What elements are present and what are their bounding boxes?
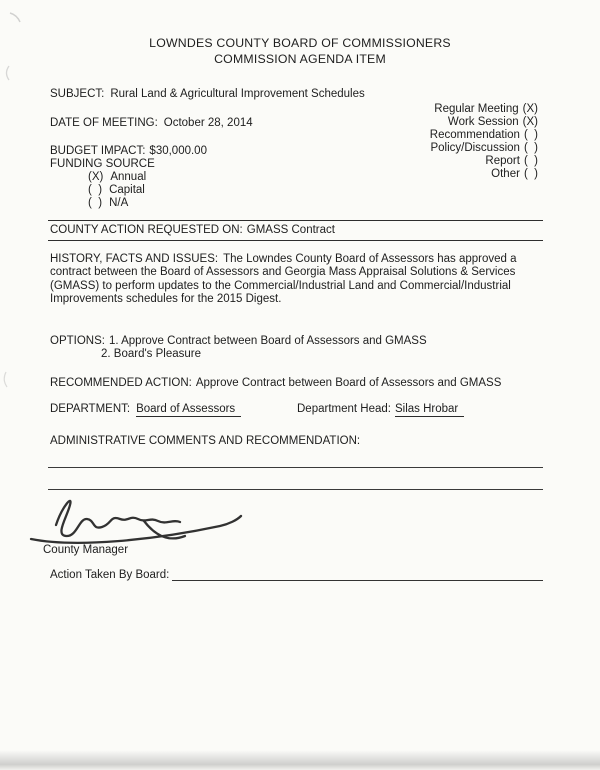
history-text: The Lowndes County Board of Assessors has approved a contract between the Board of Assessors and Georgia Mass Appraisal Solutions & Services (GMASS) to perform updates to the Commercial/Industrial Land and Commercial/Industrial Improvements schedules for the 2015 Digest. xyxy=(50,253,517,305)
meeting-type-mark: (X) xyxy=(522,103,538,115)
signature-ink-icon xyxy=(26,489,246,551)
county-manager-title: County Manager xyxy=(43,544,129,556)
funding-option-label: Annual xyxy=(110,171,147,183)
action-taken-label: Action Taken By Board: xyxy=(50,569,170,581)
funding-option-mark: (X) xyxy=(88,171,104,183)
action-taken-row xyxy=(50,569,543,581)
date-label: DATE OF MEETING: xyxy=(50,117,158,129)
meeting-type-mark: ( ) xyxy=(523,129,538,141)
department-label: DEPARTMENT: xyxy=(50,403,131,415)
recommended-action-row xyxy=(50,377,501,389)
recommended-action-label: RECOMMENDED ACTION: xyxy=(50,377,192,389)
funding-option-row xyxy=(88,171,146,184)
options-row xyxy=(50,335,427,347)
funding-option-label: Capital xyxy=(109,184,145,196)
meeting-type-label: Regular Meeting xyxy=(434,103,519,115)
meeting-type-mark: ( ) xyxy=(523,155,538,167)
subject-label: SUBJECT: xyxy=(50,88,105,100)
department-row xyxy=(50,403,548,419)
meeting-type-row xyxy=(430,116,538,129)
action-taken-blank-line xyxy=(172,571,543,581)
county-action-label: COUNTY ACTION REQUESTED ON: xyxy=(50,224,243,236)
funding-option-row xyxy=(88,184,146,197)
department-head-group xyxy=(297,403,464,415)
funding-option-mark: ( ) xyxy=(88,184,103,196)
meeting-type-row xyxy=(430,142,538,155)
meeting-type-label: Report xyxy=(485,155,520,167)
comment-line xyxy=(48,467,543,468)
budget-label: BUDGET IMPACT: xyxy=(50,145,146,157)
funding-option-list xyxy=(88,171,146,210)
county-action-section xyxy=(48,220,543,241)
meeting-type-label: Work Session xyxy=(447,116,519,128)
meeting-type-row xyxy=(430,168,538,181)
funding-option-label: N/A xyxy=(109,197,129,209)
meeting-type-mark: ( ) xyxy=(523,168,538,180)
options-label: OPTIONS: xyxy=(50,335,105,347)
department-head-label: Department Head: xyxy=(297,403,391,415)
funding-option-row xyxy=(88,197,146,210)
budget-impact-row xyxy=(50,145,207,157)
page-title: LOWNDES COUNTY BOARD OF COMMISSIONERS xyxy=(149,36,451,50)
meeting-type-list xyxy=(430,103,538,181)
date-of-meeting-row xyxy=(50,117,253,129)
history-section xyxy=(50,253,548,306)
county-manager-signature xyxy=(26,489,246,551)
budget-value: $30,000.00 xyxy=(149,145,207,157)
funding-option-mark: ( ) xyxy=(88,197,103,209)
recommended-action-value: Approve Contract between Board of Assessors and GMASS xyxy=(195,377,502,389)
page-subtitle: COMMISSION AGENDA ITEM xyxy=(214,51,386,66)
subject-row xyxy=(50,88,365,100)
meeting-type-mark: ( ) xyxy=(523,142,538,154)
history-label: HISTORY, FACTS AND ISSUES: xyxy=(50,253,219,265)
department-value: Board of Assessors xyxy=(136,403,241,417)
meeting-type-label: Recommendation xyxy=(429,129,520,141)
meeting-type-label: Policy/Discussion xyxy=(430,142,520,154)
meeting-type-mark: (X) xyxy=(522,116,538,128)
option-item: 1. Approve Contract between Board of Assessors and GMASS xyxy=(108,335,427,347)
county-action-value: GMASS Contract xyxy=(246,224,335,236)
option-item: 2. Board's Pleasure xyxy=(101,348,202,360)
meeting-type-row xyxy=(430,129,538,142)
meeting-type-row xyxy=(430,155,538,168)
document-header xyxy=(0,36,600,68)
meeting-type-row xyxy=(430,103,538,116)
bottom-scan-shadow xyxy=(0,750,600,770)
date-value: October 28, 2014 xyxy=(163,117,253,129)
funding-source-label: FUNDING SOURCE xyxy=(50,158,155,170)
subject-value: Rural Land & Agricultural Improvement Schedules xyxy=(110,88,365,100)
meeting-type-label: Other xyxy=(491,168,520,180)
department-head-value: Silas Hrobar xyxy=(395,403,464,417)
admin-comments-label: ADMINISTRATIVE COMMENTS AND RECOMMENDATION: xyxy=(50,435,361,447)
